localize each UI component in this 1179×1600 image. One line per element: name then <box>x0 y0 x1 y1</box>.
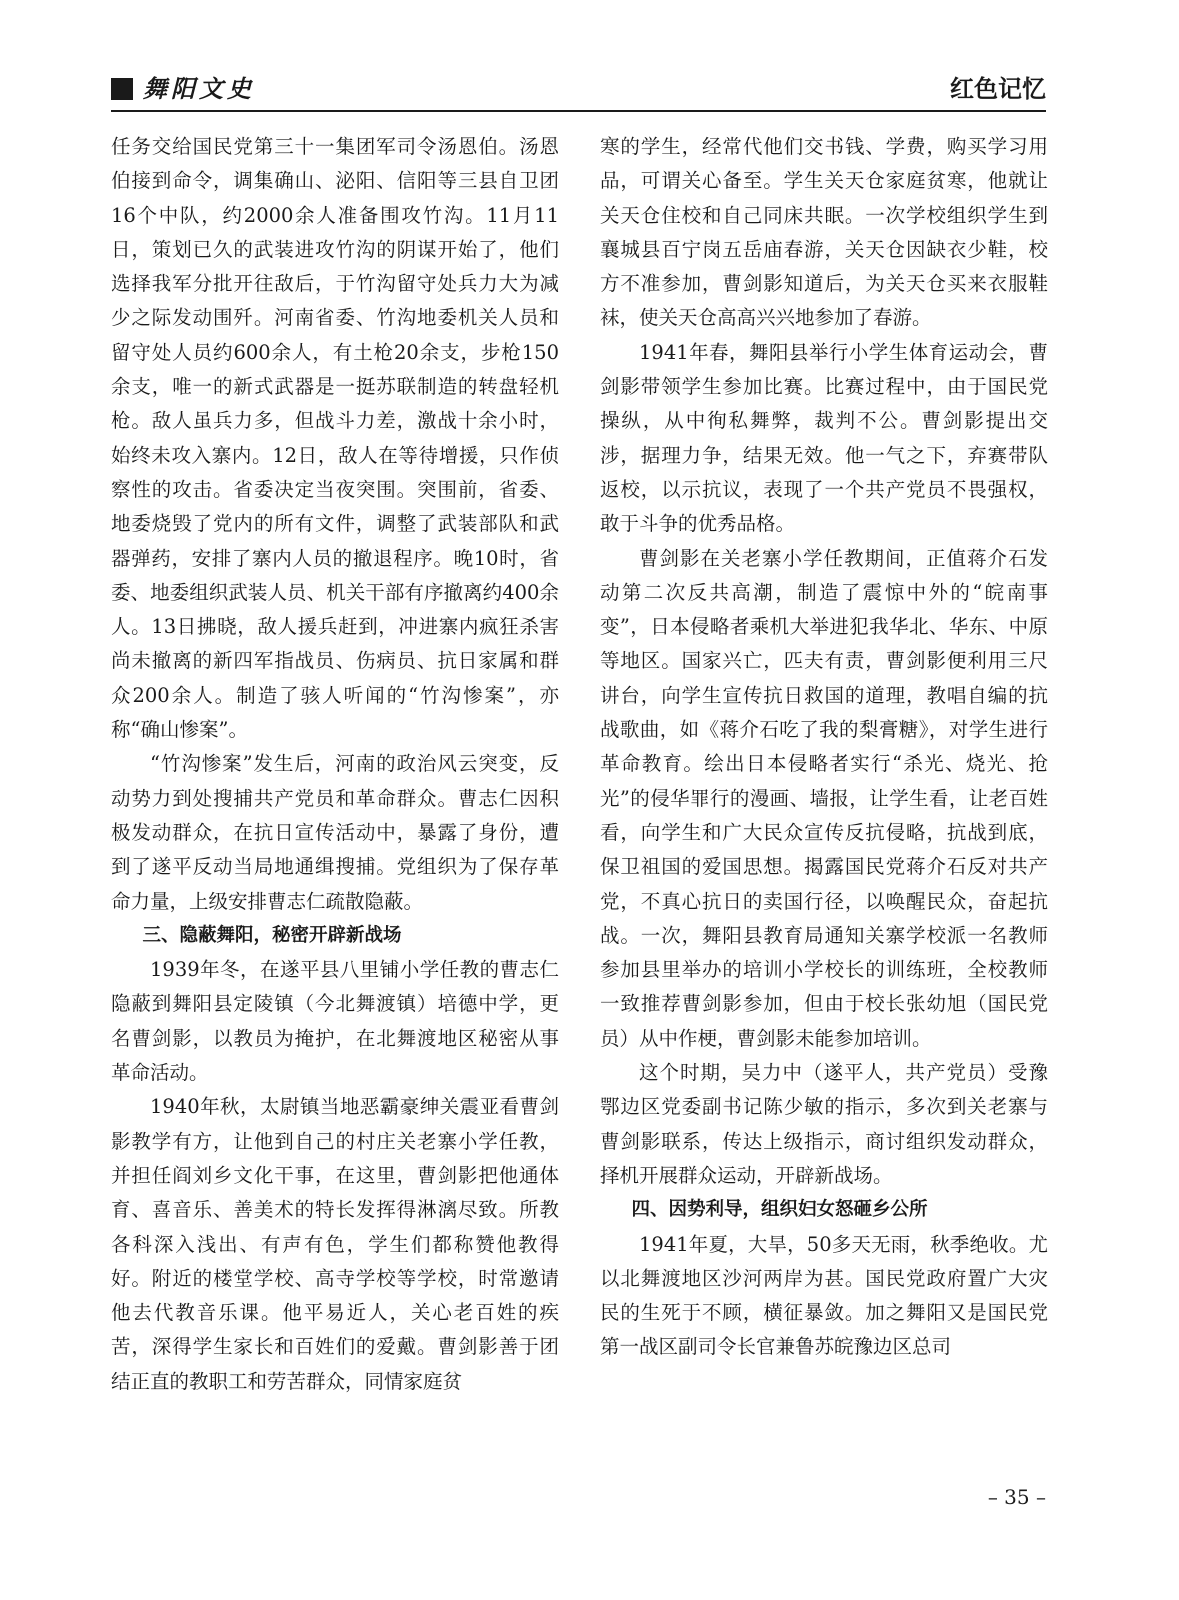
paragraph-continued: 寒的学生，经常代他们交书钱、学费，购买学习用品，可谓关心备至。学生关天仓家庭贫寒，他就让关天仓住校和自己同床共眠。一次学校组织学生到襄城县百宁岗五岳庙春游，关天仓因缺衣少鞋，校方不准参加，曹剑影知道后，为关天仓买来衣服鞋袜，使关天仓高高兴兴地参加了春游。 <box>600 135 1048 330</box>
paragraph: 1941年春，舞阳县举行小学生体育运动会，曹剑影带领学生参加比赛。比赛过程中，由于国民党操纵，从中徇私舞弊，裁判不公。曹剑影提出交涉，据理力争，结果无效。他一气之下，弃赛带队返校，以示抗议，表现了一个共产党员不畏强权，敢于斗争的优秀品格。 <box>600 340 1048 536</box>
paragraph: “竹沟惨案”发生后，河南的政治风云突变，反动势力到处搜捕共产党员和革命群众。曹志仁因积极发动群众，在抗日宣传活动中，暴露了身份，遭到了遂平反动当局地通缉搜捕。党组织为了保存革命力量，上级安排曹志仁疏散隐蔽。 <box>111 752 559 913</box>
paragraph: 1941年夏，大旱，50多天无雨，秋季绝收。尤以北舞渡地区沙河两岸为甚。国民党政府置广大灾民的生死于不顾，横征暴敛。加之舞阳又是国民党第一战区副司令长官兼鲁苏皖豫边区总司 <box>600 1232 1048 1359</box>
page-number: – 35 – <box>987 1485 1046 1509</box>
paragraph: 1939年冬，在遂平县八里铺小学任教的曹志仁隐蔽到舞阳县定陵镇（今北舞渡镇）培德中学，更名曹剑影，以教员为掩护，在北舞渡地区秘密从事革命活动。 <box>111 958 559 1085</box>
section-title: 红色记忆 <box>950 75 1046 103</box>
paragraph: 这个时期，吴力中（遂平人，共产党员）受豫鄂边区党委副书记陈少敏的指示，多次到关老寨与曹剑影联系，传达上级指示，商讨组织发动群众，择机开展群众运动，开辟新战场。 <box>600 1061 1048 1187</box>
paragraph-continued: 任务交给国民党第三十一集团军司令汤恩伯。汤恩伯接到命令，调集确山、泌阳、信阳等三县自卫团16个中队，约2000余人准备围攻竹沟。11月11日，策划已久的武装进攻竹沟的阴谋开始了，他们选择我军分批开往敌后，于竹沟留守处兵力大为减少之际发动围歼。河南省委、竹沟地委机关人员和留守处人员约600余人，有土枪20余支，步枪150余支，唯一的新式武器是一挺苏联制造的转盘轻机枪。敌人虽兵力多，但战斗力差，激战十余小时，始终未攻入寨内。12日，敌人在等待增援，只作侦察性的攻击。省委决定当夜突围。突围前，省委、地委烧毁了党内的所有文件，调整了武装部队和武器弹药，安排了寨内人员的撤退程序。晚10时，省委、地委组织武装人员、机关干部有序撤离约400余人。13日拂晓，敌人援兵赶到，冲进寨内疯狂杀害尚未撤离的新四军指战员、伤病员、抗日家属和群众200余人。制造了骇人听闻的“竹沟惨案”，亦称“确山惨案”。 <box>111 135 559 742</box>
section-heading-3: 三、隐蔽舞阳，秘密开辟新战场 <box>142 924 402 946</box>
left-column <box>111 130 559 1399</box>
paragraph: 1940年秋，太尉镇当地恶霸豪绅关震亚看曹剑影教学有方，让他到自己的村庄关老寨小学任教，并担任阎刘乡文化干事，在这里，曹剑影把他通体育、喜音乐、善美术的特长发挥得淋漓尽致。所教各科深入浅出、有声有色，学生们都称赞他教得好。附近的楼堂学校、高寺学校等学校，时常邀请他去代教音乐课。他平易近人，关心老百姓的疾苦，深得学生家长和百姓们的爱戴。曹剑影善于团结正直的教职工和劳苦群众，同情家庭贫 <box>111 1095 559 1393</box>
paragraph: 曹剑影在关老寨小学任教期间，正值蒋介石发动第二次反共高潮，制造了震惊中外的“皖南事变”，日本侵略者乘机大举进犯我华北、华东、中原等地区。国家兴亡，匹夫有责，曹剑影便利用三尺讲台，向学生宣传抗日救国的道理，教唱自编的抗战歌曲，如《蒋介石吃了我的梨膏糖》，对学生进行革命教育。绘出日本侵略者实行“杀光、烧光、抢光”的侵华罪行的漫画、墙报，让学生看，让老百姓看，向学生和广大民众宣传反抗侵略，抗战到底，保卫祖国的爱国思想。揭露国民党蒋介石反对共产党，不真心抗日的卖国行径，以唤醒民众，奋起抗战。一次，舞阳县教育局通知关寨学校派一名教师参加县里举办的培训小学校长的训练班，全校教师一致推荐曹剑影参加，但由于校长张幼旭（国民党员）从中作梗，曹剑影未能参加培训。 <box>600 546 1048 1050</box>
header-square-marker <box>111 78 133 100</box>
right-column <box>600 130 1048 1365</box>
section-heading-4: 四、因势利导，组织妇女怒砸乡公所 <box>631 1199 928 1221</box>
page-header <box>111 72 1046 106</box>
header-rule <box>111 110 1046 112</box>
journal-title: 舞阳文史 <box>143 74 255 103</box>
